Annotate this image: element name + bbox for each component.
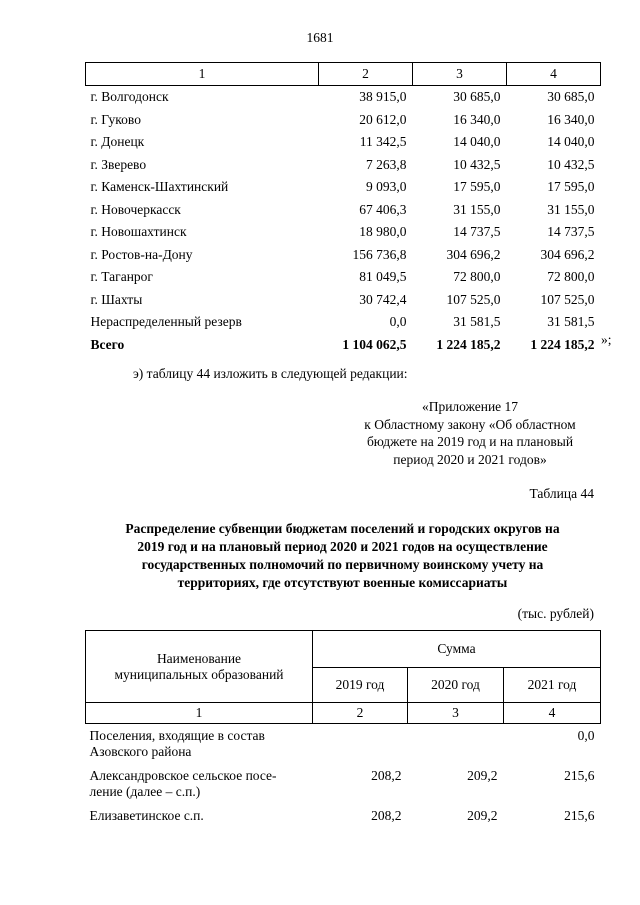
- units-label: (тыс. рублей): [517, 606, 594, 621]
- header-sum: Сумма: [313, 631, 601, 668]
- value-2019: 67 406,3: [359, 201, 407, 217]
- table-title: [85, 520, 600, 592]
- value-2019: 81 049,5: [359, 269, 407, 285]
- value-2019: [313, 724, 408, 765]
- table-row: [86, 764, 601, 804]
- municipality-name: г. Шахты: [90, 291, 143, 307]
- value-2021: 31 581,5: [547, 314, 595, 330]
- closing-quote: »;: [601, 332, 612, 347]
- table-row: [86, 724, 601, 765]
- subvention-table-44: [85, 630, 601, 828]
- value-2020: 30 685,0: [453, 89, 501, 105]
- title-line: территориях, где отсутствуют военные комиссариаты: [177, 575, 508, 590]
- name-line: Елизаветинское с.п.: [89, 808, 204, 823]
- table-row: [86, 109, 601, 132]
- header-year: 2021 год: [504, 668, 601, 703]
- table-row: [86, 154, 601, 177]
- page-number: 1681: [306, 30, 334, 45]
- table-row: [86, 176, 601, 199]
- value-2019: 208,2: [371, 808, 402, 823]
- value-2021: 14 040,0: [547, 134, 595, 150]
- table-row: [86, 199, 601, 222]
- municipality-name: г. Волгодонск: [90, 89, 169, 105]
- municipality-name: г. Ростов-на-Дону: [90, 246, 193, 262]
- amendment-instruction: э) таблицу 44 изложить в следующей редакции:: [133, 366, 408, 381]
- header-year: 2020 год: [408, 668, 504, 703]
- municipality-name: г. Зверево: [90, 156, 147, 172]
- value-2020: 16 340,0: [453, 111, 501, 127]
- value-2019: 0,0: [389, 314, 407, 330]
- municipality-name: [86, 764, 313, 804]
- value-2020: 14 040,0: [453, 134, 501, 150]
- table-row: [86, 86, 601, 109]
- table-row: [86, 244, 601, 267]
- value-2021: 30 685,0: [547, 89, 595, 105]
- header-line: Наименование: [156, 650, 242, 666]
- value-2019: 208,2: [371, 768, 402, 783]
- value-2019: 30 742,4: [359, 291, 407, 307]
- appendix-line: «Приложение 17: [421, 399, 519, 414]
- total-2019: 1 104 062,5: [342, 336, 407, 352]
- column-number: 4: [507, 63, 601, 86]
- column-number: 1: [86, 703, 313, 724]
- table-row: [86, 221, 601, 244]
- column-number: 2: [313, 703, 408, 724]
- value-2020: 14 737,5: [453, 224, 501, 240]
- table-row: [86, 311, 601, 334]
- value-2020: 17 595,0: [453, 179, 501, 195]
- value-2020: 72 800,0: [453, 269, 501, 285]
- table-row: [86, 131, 601, 154]
- value-2021: 215,6: [564, 768, 595, 783]
- appendix-line: к Областному закону «Об областном: [364, 416, 576, 432]
- column-number-row: [86, 63, 601, 86]
- column-number-row: [86, 703, 601, 724]
- value-2019: 11 342,5: [359, 134, 407, 150]
- municipality-name: г. Новошахтинск: [90, 224, 187, 240]
- value-2020: 31 155,0: [453, 201, 501, 217]
- value-2020: 107 525,0: [446, 291, 501, 307]
- column-number: 3: [408, 703, 504, 724]
- value-2019: 156 736,8: [352, 246, 407, 262]
- value-2019: 9 093,0: [366, 179, 407, 195]
- subvention-table-continuation: [85, 62, 601, 356]
- appendix-line: период 2020 и 2021 годов»: [393, 451, 547, 467]
- municipality-name: Нераспределенный резерв: [90, 314, 242, 330]
- municipality-name: г. Гуково: [90, 111, 141, 127]
- column-number: 1: [86, 63, 319, 86]
- value-2021: 17 595,0: [547, 179, 595, 195]
- total-2020: 1 224 185,2: [436, 336, 501, 352]
- name-line: ление (далее – с.п.): [89, 784, 201, 799]
- value-2020: 209,2: [467, 808, 498, 823]
- value-2020: 209,2: [467, 768, 498, 783]
- table-row: [86, 266, 601, 289]
- value-2021: 16 340,0: [547, 111, 595, 127]
- value-2021: 14 737,5: [547, 224, 595, 240]
- name-line: Поселения, входящие в состав: [89, 728, 265, 743]
- value-2021: 107 525,0: [540, 291, 595, 307]
- column-number: 3: [413, 63, 507, 86]
- title-line: 2019 год и на плановый период 2020 и 2021 годов на осуществление: [137, 539, 548, 554]
- total-row: [86, 334, 601, 357]
- value-2021: 10 432,5: [547, 156, 595, 172]
- header-year: 2019 год: [313, 668, 408, 703]
- municipality-name: г. Таганрог: [90, 269, 153, 285]
- title-line: Распределение субвенции бюджетам поселений и городских округов на: [125, 521, 560, 536]
- value-2020: 304 696,2: [446, 246, 501, 262]
- value-2019: 20 612,0: [359, 111, 407, 127]
- table-row: [86, 804, 601, 828]
- column-number: 4: [504, 703, 601, 724]
- value-2021: 72 800,0: [547, 269, 595, 285]
- total-2021: 1 224 185,2: [530, 336, 595, 352]
- value-2020: [408, 724, 504, 765]
- header-municipality: [86, 631, 313, 703]
- total-label: Всего: [90, 336, 125, 352]
- value-2021: 31 155,0: [547, 201, 595, 217]
- name-line: Александровское сельское посе-: [89, 768, 277, 783]
- value-2020: 31 581,5: [453, 314, 501, 330]
- table-row: [86, 289, 601, 312]
- value-2019: 7 263,8: [366, 156, 407, 172]
- table-label: Таблица 44: [529, 486, 594, 501]
- value-2021: 0,0: [577, 728, 595, 743]
- name-line: Азовского района: [89, 744, 192, 759]
- municipality-name: [86, 804, 313, 828]
- title-line: государственных полномочий по первичному воинскому учету на: [141, 557, 544, 572]
- municipality-name: г. Новочеркасск: [90, 201, 181, 217]
- value-2021: 304 696,2: [540, 246, 595, 262]
- header-line: муниципальных образований: [114, 666, 284, 682]
- value-2020: 10 432,5: [453, 156, 501, 172]
- value-2019: 18 980,0: [359, 224, 407, 240]
- column-number: 2: [319, 63, 413, 86]
- municipality-name: г. Донецк: [90, 134, 145, 150]
- appendix-line: бюджете на 2019 год и на плановый: [366, 434, 574, 449]
- municipality-name: [86, 724, 313, 765]
- value-2019: 38 915,0: [359, 89, 407, 105]
- value-2021: 215,6: [564, 808, 595, 823]
- appendix-reference: [340, 398, 600, 468]
- municipality-name: г. Каменск-Шахтинский: [90, 179, 229, 195]
